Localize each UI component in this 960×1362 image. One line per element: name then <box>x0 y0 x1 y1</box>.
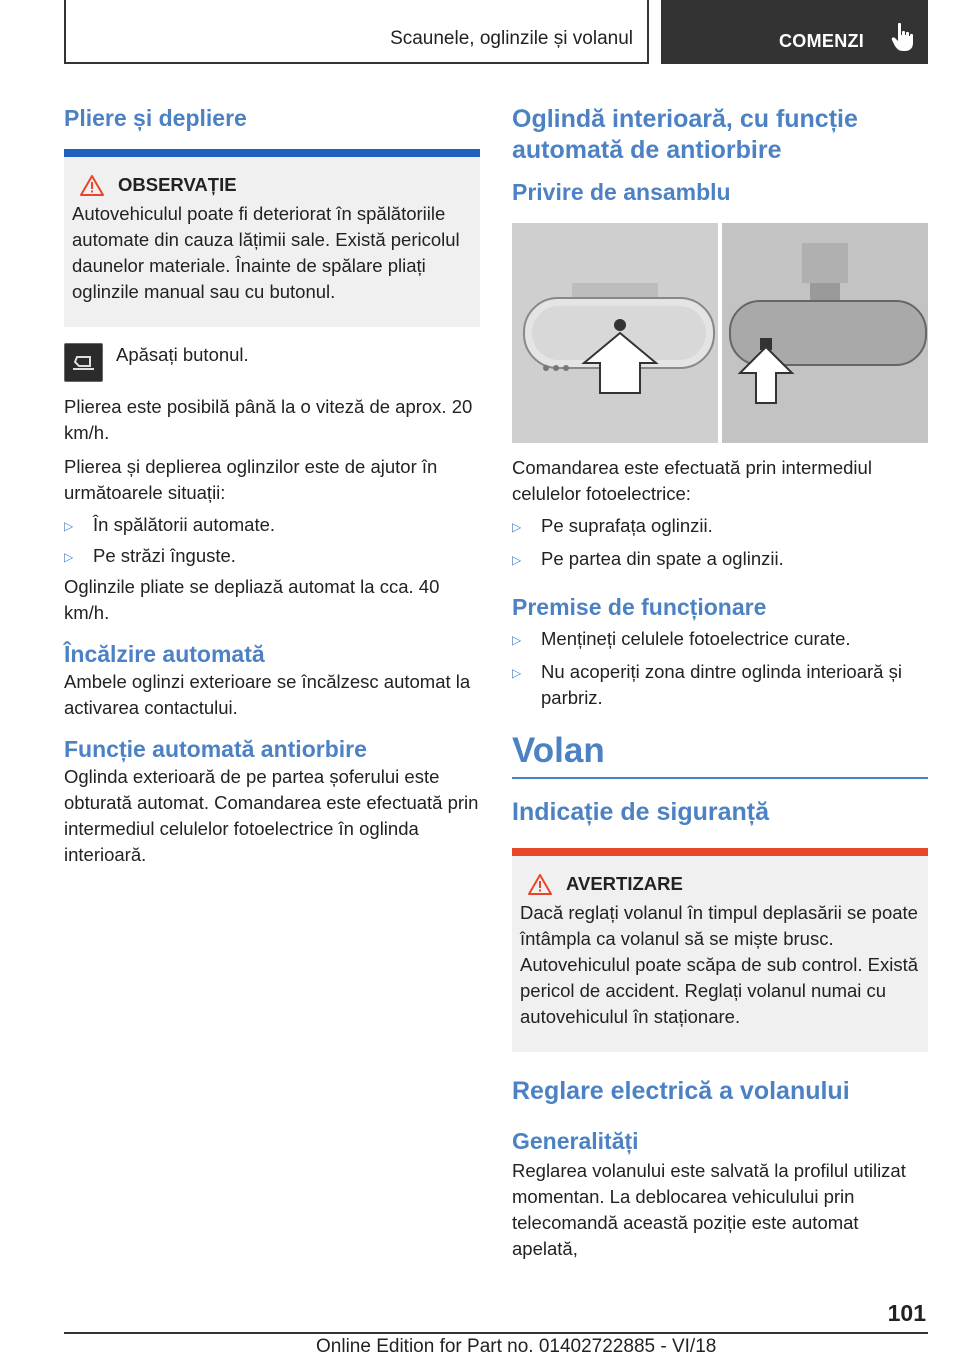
list-item: ▷ Nu acoperiți zona dintre oglinda interioară și parbriz. <box>512 659 928 711</box>
mirror-front-image <box>512 223 718 443</box>
warning-box <box>512 848 928 1052</box>
fold-situations-list <box>64 512 480 570</box>
footer-rule <box>64 1332 928 1334</box>
bullet-triangle-icon: ▷ <box>512 553 522 567</box>
list-item: ▷ În spălătorii automate. <box>64 512 480 539</box>
antiglare-heading: Funcție automată antiorbire <box>64 736 367 762</box>
page-header <box>64 0 928 66</box>
safety-heading: Indicație de siguranță <box>512 798 770 826</box>
chapter-tab <box>661 0 928 64</box>
button-instruction <box>64 343 480 382</box>
unfold-auto-text: Oglinzile pliate se depliază automat la cca. 40 km/h. <box>64 576 440 623</box>
section-title: Scaunele, oglinzile și volanul <box>390 28 633 49</box>
warning-triangle-icon <box>80 175 104 196</box>
fold-help-text: Plierea și deplierea oglinzilor este de ajutor în următoarele situații: <box>64 456 438 503</box>
fold-heading: Pliere și depliere <box>64 105 247 131</box>
mirror-photo <box>512 223 928 443</box>
heading-rule <box>512 777 928 779</box>
general-text: Reglarea volanului este salvată la profilul utilizat momentan. La deblocarea vehiculului prin telecomandă această poziție este automat apelată, <box>512 1160 906 1259</box>
heating-heading: Încălzire automată <box>64 641 265 667</box>
bullet-triangle-icon: ▷ <box>512 520 522 534</box>
bullet-triangle-icon: ▷ <box>64 550 74 564</box>
bullet-triangle-icon: ▷ <box>512 666 522 680</box>
note-text: Autovehiculul poate fi deteriorat în spălătoriile automate din cauza lățimii sale. Există pericolul daunelor materiale. Înainte de spălare pliați oglinzile manual sau cu butonul. <box>72 203 460 302</box>
general-heading: Generalități <box>512 1128 639 1154</box>
fold-speed-text: Plierea este posibilă până la o viteză de aprox. 20 km/h. <box>64 396 473 443</box>
heating-text: Ambele oglinzi exterioare se încălzesc automat la activarea contactului. <box>64 671 471 718</box>
wheel-heading: Volan <box>512 731 605 770</box>
note-title: OBSERVAȚIE <box>118 174 237 195</box>
left-column <box>64 96 480 868</box>
mirror-fold-button-icon <box>64 343 103 382</box>
right-column <box>512 96 928 1262</box>
bullet-triangle-icon: ▷ <box>512 633 522 647</box>
edition-text: Online Edition for Part no. 01402722885 - VI/18 <box>316 1336 717 1357</box>
mirror-heading: Oglindă interioară, cu funcție automată de antiorbire <box>512 105 858 164</box>
press-button-text: Apăsați butonul. <box>116 344 249 365</box>
control-text: Comandarea este efectuată prin intermediul celulelor fotoelectrice: <box>512 457 872 504</box>
overview-heading: Privire de ansamblu <box>512 179 731 205</box>
control-list <box>512 513 928 573</box>
note-box <box>64 149 480 327</box>
chapter-title: COMENZI <box>779 31 865 51</box>
antiglare-text: Oglinda exterioară de pe partea șoferului este obturată automat. Comandarea este efectuată prin intermediul celulelor fotoelectrice în oglinda interioară. <box>64 766 479 865</box>
warning-title: AVERTIZARE <box>566 873 683 894</box>
warning-text: Dacă reglați volanul în timpul deplasării se poate întâmpla ca volanul să se miște brusc. Autovehiculul poate scăpa de sub control. Există pericol de accident. Reglați volanul numai cu autovehiculul în staționare. <box>520 902 918 1027</box>
list-item: ▷ Pe suprafața oglinzii. <box>512 513 928 540</box>
page-number: 101 <box>887 1300 926 1326</box>
section-tab <box>64 0 649 64</box>
adjust-heading: Reglare electrică a volanului <box>512 1077 850 1105</box>
list-item: ▷ Pe partea din spate a oglinzii. <box>512 546 928 573</box>
bullet-triangle-icon: ▷ <box>64 519 74 533</box>
list-item: ▷ Pe străzi înguste. <box>64 543 480 570</box>
list-item: ▷ Mențineți celulele fotoelectrice curate. <box>512 626 928 653</box>
mirror-back-image <box>722 223 928 443</box>
prereq-list <box>512 626 928 711</box>
prereq-heading: Premise de funcționare <box>512 594 767 620</box>
pointing-hand-icon <box>891 22 915 52</box>
warning-triangle-icon <box>528 874 552 895</box>
